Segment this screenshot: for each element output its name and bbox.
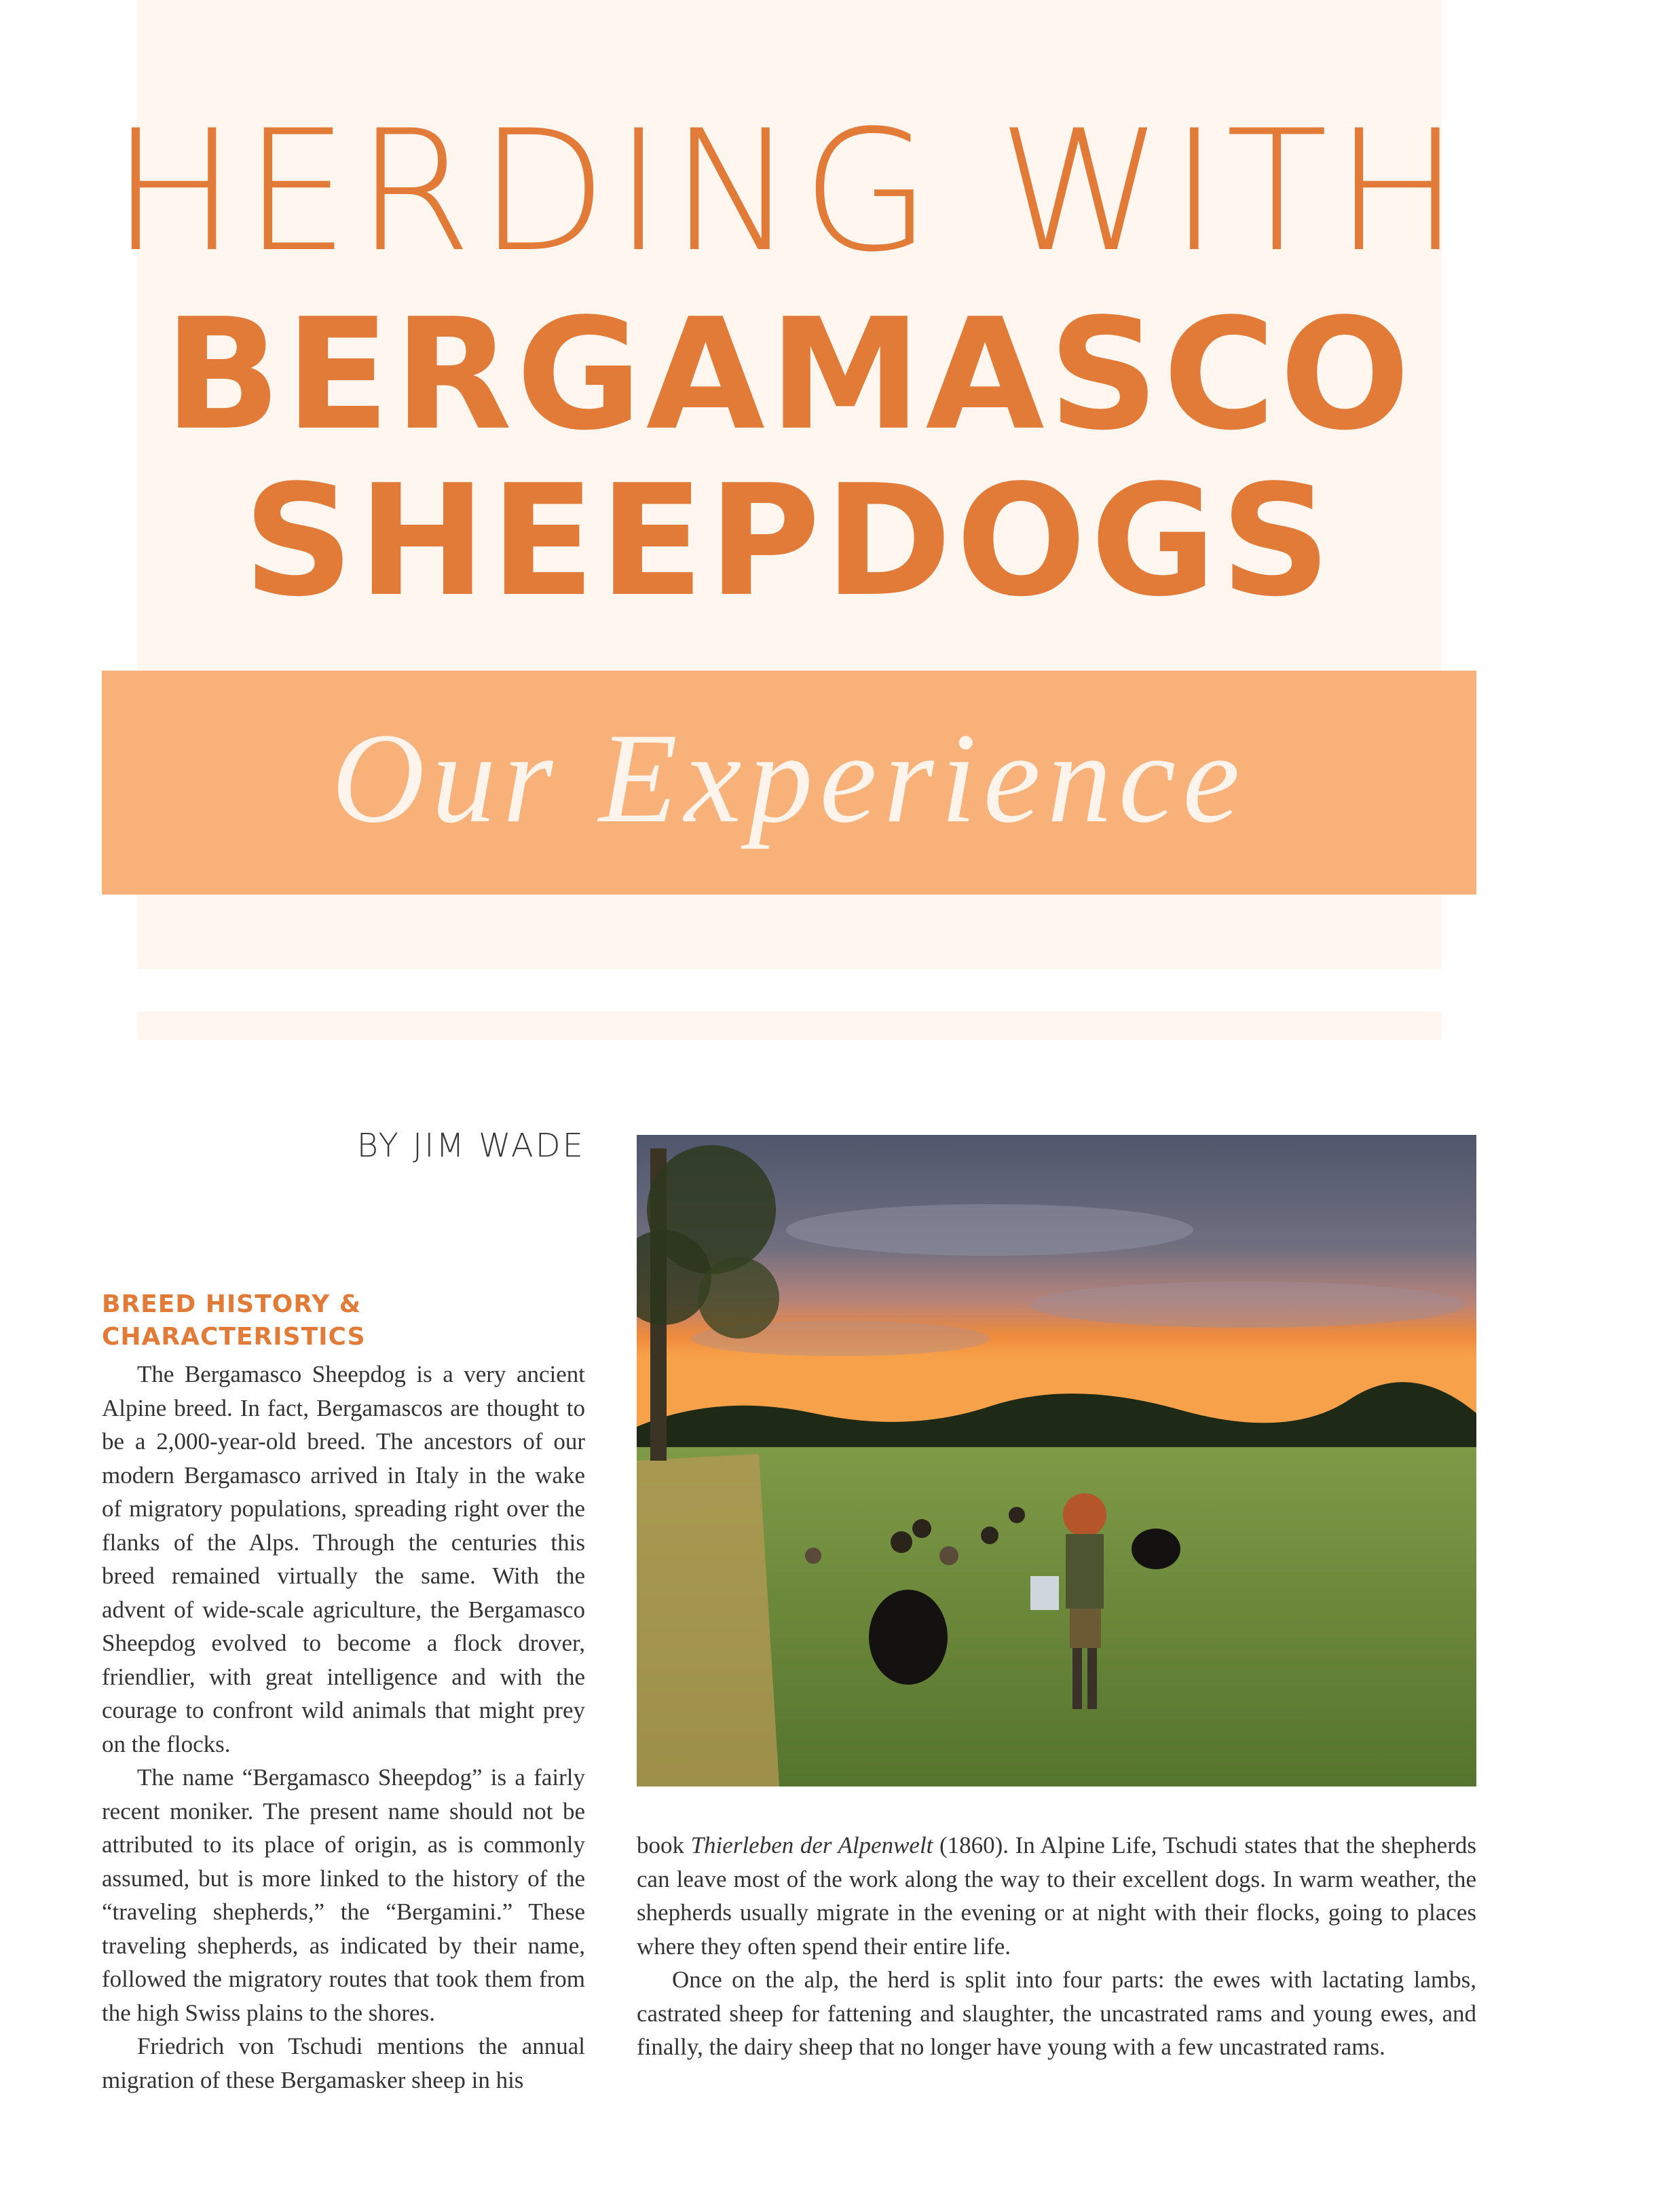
- book-title: Thierleben der Alpenwelt: [690, 1832, 933, 1858]
- right-column: [637, 1829, 1476, 2064]
- paragraph-4: [637, 1829, 1476, 1963]
- paragraph-3: Friedrich von Tschudi mentions the annual migration of these Bergamasker sheep in his: [102, 2033, 585, 2093]
- paragraph-4-lead: book: [637, 1832, 691, 1858]
- paragraph-2: The name “Bergamasco Sheepdog” is a fairly recent moniker. The present name should not be attributed to its place of origin, as is commonly assumed, but is more linked to the history of the “traveling shepherds,” the “Bergamini.” These traveling shepherds, as indicated by their name, followed the migratory routes that took them from the high Swiss plains to the shores.: [102, 1764, 585, 2026]
- title-line-1: HERDING WITH: [111, 95, 1468, 289]
- paragraph-1: The Bergamasco Sheepdog is a very ancient Alpine breed. In fact, Bergamascos are thought to be a 2,000-year-old breed. The ancestors of our modern Bergamasco arrived in Italy in the wake of migratory populations, spreading right over the flanks of the Alps. Through the centuries this breed remained virtually the same. With the advent of wide-scale agriculture, the Bergamasco Sheepdog evolved to become a flock drover, friendlier, with great intelligence and with the courage to confront wild animals that might prey on the flocks.: [102, 1361, 585, 1757]
- subtitle: Our Experience: [331, 707, 1247, 850]
- paragraph-4-rest: (1860). In Alpine Life, Tschudi states that the shepherds can leave most of the work along the way to their excellent dogs. In warm weather, the shepherds usually migrate in the evening or at night with their flocks, going to places where they often spend their entire life.: [637, 1832, 1476, 1960]
- title-line-3: SHEEPDOGS: [243, 452, 1335, 631]
- title-line-2: BERGAMASCO: [164, 286, 1415, 464]
- decorative-bar: [137, 1011, 1442, 1040]
- section-heading: BREED HISTORY & CHARACTERISTICS: [102, 1290, 366, 1351]
- sunset-field-photo: [637, 1135, 1476, 1786]
- left-column: [102, 1288, 585, 2097]
- subtitle-band: [102, 671, 1476, 895]
- byline: BY JIM WADE: [356, 1127, 585, 1165]
- paragraph-5: Once on the alp, the herd is split into four parts: the ewes with lactating lambs, castrated sheep for fattening and slaughter, the uncastrated rams and young ewes, and finally, the dairy sheep that no longer have young with a few uncastrated rams.: [637, 1966, 1476, 2060]
